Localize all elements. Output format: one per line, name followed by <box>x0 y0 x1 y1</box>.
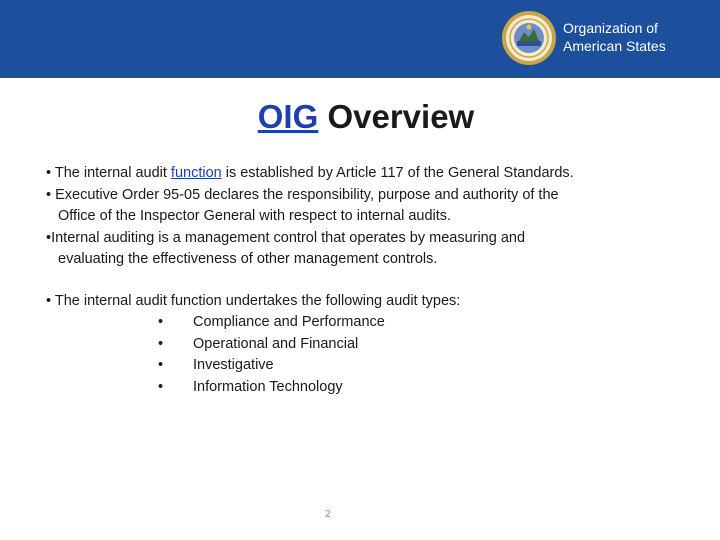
paragraph-text-continued: Office of the Inspector General with respect to internal audits. <box>58 208 452 224</box>
sub-bullet: • <box>158 357 164 373</box>
paragraph-text: Internal auditing is a management control that operates by measuring and <box>51 229 526 246</box>
spacer <box>46 271 666 291</box>
audit-types-intro-text: The internal audit function undertakes the following audit types: <box>51 292 461 309</box>
audit-type-label: Information Technology <box>193 378 343 395</box>
title-text: Overview <box>318 98 475 135</box>
header-banner <box>0 0 720 78</box>
oas-seal-icon <box>501 10 557 66</box>
list-item <box>46 312 666 334</box>
audit-types-list <box>46 312 666 398</box>
audit-types-intro <box>46 291 666 313</box>
bullet: • <box>46 229 52 246</box>
bullet: • <box>46 186 52 203</box>
paragraph-internal-auditing <box>46 228 666 271</box>
paragraph-text: Executive Order 95-05 declares the responsibility, purpose and authority of the <box>51 186 559 203</box>
function-link[interactable]: function <box>170 165 222 181</box>
paragraph-text: is established by Article 117 of the General Standards. <box>221 165 574 181</box>
slide-title <box>0 98 720 136</box>
audit-type-label: Operational and Financial <box>193 335 359 352</box>
list-item <box>46 377 666 399</box>
audit-type-label: Investigative <box>193 357 274 373</box>
paragraph-text-continued: evaluating the effectiveness of other management controls. <box>58 251 438 267</box>
title-link-oig[interactable]: OIG <box>257 98 319 135</box>
sub-bullet: • <box>158 378 164 395</box>
bullet: • <box>46 165 52 181</box>
paragraph-text: The internal audit <box>51 165 171 181</box>
list-item <box>46 334 666 356</box>
organization-name <box>563 19 666 55</box>
audit-type-label: Compliance and Performance <box>193 314 385 330</box>
org-name-line2: American States <box>563 38 666 54</box>
list-item <box>46 355 666 377</box>
bullet: • <box>46 292 52 309</box>
org-name-line1: Organization of <box>563 20 658 36</box>
paragraph-audit-function <box>46 163 666 185</box>
sub-bullet: • <box>158 335 164 352</box>
page-number: 2 <box>325 509 331 520</box>
sub-bullet: • <box>158 314 164 330</box>
slide-body <box>46 163 666 398</box>
paragraph-executive-order <box>46 185 666 228</box>
